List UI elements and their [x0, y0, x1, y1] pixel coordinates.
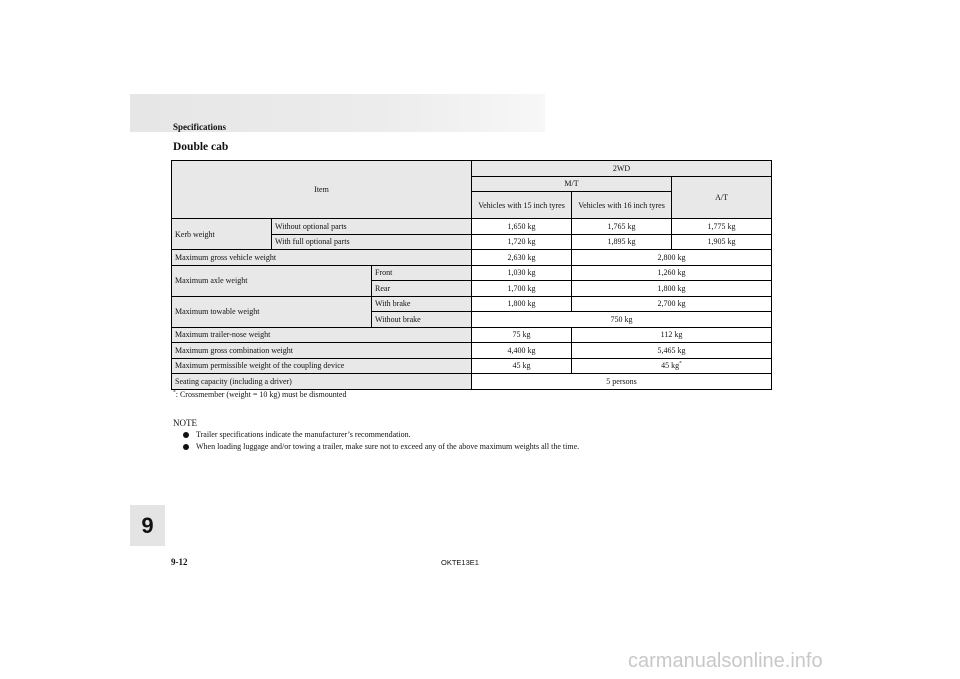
table-cell: 1,720 kg — [472, 234, 572, 250]
row-sublabel: With brake — [372, 296, 472, 312]
table-cell: 4,400 kg — [472, 343, 572, 359]
table-cell: 1,895 kg — [572, 234, 672, 250]
row-label: Maximum gross combination weight — [172, 343, 472, 359]
table-cell: 2,630 kg — [472, 250, 572, 266]
chapter-tab: 9 — [130, 505, 165, 546]
section-title: Specifications — [173, 122, 226, 132]
footnote — [173, 390, 346, 399]
footnote-mark: * — [173, 389, 176, 396]
list-item — [183, 441, 579, 453]
col-15-inch: Vehicles with 15 inch tyres — [472, 192, 572, 219]
table-cell: 45 kg — [472, 358, 572, 374]
table-row — [172, 265, 772, 281]
item-header: Item — [172, 161, 472, 219]
table-row — [172, 327, 772, 343]
row-label: Maximum axle weight — [172, 265, 372, 296]
table-cell: 5 persons — [472, 374, 772, 390]
table-cell: 75 kg — [472, 327, 572, 343]
col-mt: M/T — [472, 176, 672, 192]
page-subtitle: Double cab — [173, 141, 229, 153]
table-cell: 1,800 kg — [472, 296, 572, 312]
note-list — [183, 429, 579, 453]
note-title: NOTE — [173, 418, 197, 428]
note-text: Trailer specifications indicate the manufacturer’s recommendation. — [196, 430, 411, 439]
table-cell — [572, 358, 772, 374]
table-cell: 1,700 kg — [472, 281, 572, 297]
table-cell: 750 kg — [472, 312, 772, 328]
doc-code: OKTE13E1 — [441, 558, 479, 567]
table-row — [172, 219, 772, 235]
cell-value: 45 kg — [661, 361, 680, 371]
table-row — [172, 343, 772, 359]
table-cell: 5,465 kg — [572, 343, 772, 359]
row-label: Maximum gross vehicle weight — [172, 250, 472, 266]
table-cell: 1,905 kg — [672, 234, 772, 250]
bullet-icon — [183, 444, 189, 450]
note-text: When loading luggage and/or towing a trailer, make sure not to exceed any of the above maximum weights all the time. — [196, 442, 580, 451]
footnote-mark: * — [679, 360, 682, 367]
table-cell: 2,700 kg — [572, 296, 772, 312]
row-sublabel: With full optional parts — [272, 234, 472, 250]
table-row — [172, 250, 772, 266]
row-sublabel: Front — [372, 265, 472, 281]
footnote-text: : Crossmember (weight = 10 kg) must be dismounted — [175, 390, 347, 399]
table-cell: 1,260 kg — [572, 265, 772, 281]
col-16-inch: Vehicles with 16 inch tyres — [572, 192, 672, 219]
table-cell: 1,775 kg — [672, 219, 772, 235]
table-cell: 1,650 kg — [472, 219, 572, 235]
col-at: A/T — [672, 176, 772, 219]
table-row — [172, 358, 772, 374]
row-label: Kerb weight — [172, 219, 272, 250]
row-sublabel: Rear — [372, 281, 472, 297]
table-cell: 2,800 kg — [572, 250, 772, 266]
table-cell: 112 kg — [572, 327, 772, 343]
list-item — [183, 429, 579, 441]
bullet-icon — [183, 432, 189, 438]
row-sublabel: Without brake — [372, 312, 472, 328]
row-label: Seating capacity (including a driver) — [172, 374, 472, 390]
row-sublabel: Without optional parts — [272, 219, 472, 235]
spec-table — [171, 160, 772, 390]
row-label: Maximum trailer-nose weight — [172, 327, 472, 343]
col-2wd: 2WD — [472, 161, 772, 177]
table-cell: 1,800 kg — [572, 281, 772, 297]
page-number: 9-12 — [171, 557, 188, 567]
watermark: carmanualsonline.info — [628, 650, 823, 672]
header-row — [172, 161, 772, 177]
table-row — [172, 296, 772, 312]
table-cell: 1,030 kg — [472, 265, 572, 281]
table-row — [172, 374, 772, 390]
table-cell: 1,765 kg — [572, 219, 672, 235]
row-label: Maximum permissible weight of the coupling device — [172, 358, 472, 374]
row-label: Maximum towable weight — [172, 296, 372, 327]
